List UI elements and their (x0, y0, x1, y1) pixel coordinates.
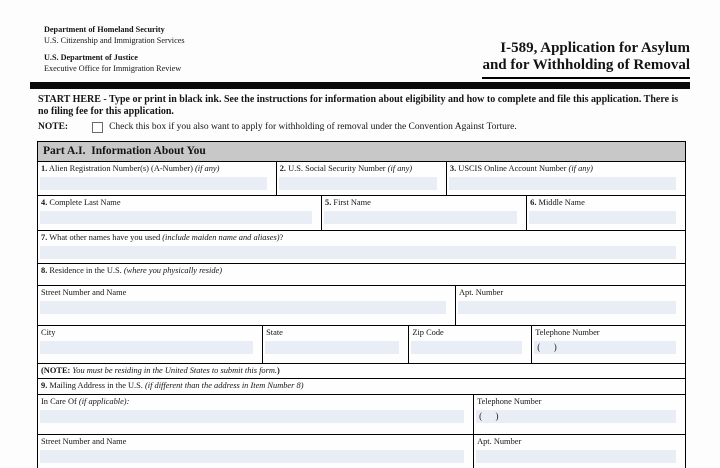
note-text: Check this box if you also want to apply for withholding of removal under the Convention Against Torture. (109, 122, 517, 132)
form-title-line1: I-589, Application for Asylum (500, 40, 690, 56)
state-field (263, 326, 409, 363)
residence-apt-input[interactable] (458, 301, 676, 314)
zip-input[interactable] (411, 341, 522, 354)
in-care-of-field (38, 395, 474, 434)
cat-withholding-checkbox[interactable] (92, 122, 103, 133)
first-name-label: 5. First Name (325, 198, 371, 207)
residence-phone-label: Telephone Number (535, 328, 600, 337)
agency-doj (44, 53, 185, 74)
row-mailing-street (38, 435, 685, 468)
residence-apt-field (456, 286, 685, 325)
mailing-street-input[interactable] (40, 450, 464, 463)
row-item-8 (38, 264, 685, 286)
other-names-field (38, 231, 685, 263)
mailing-street-label: Street Number and Name (41, 437, 127, 446)
residence-note: (NOTE: You must be residing in the United States to submit this form.) (41, 366, 280, 375)
mailing-phone-input[interactable]: ( ) (476, 410, 676, 423)
title-column (482, 40, 690, 79)
mailing-street-field (38, 435, 474, 468)
mailing-apt-input[interactable] (476, 450, 676, 463)
page-content (30, 25, 690, 468)
row-in-care-of (38, 395, 685, 435)
last-name-field (38, 196, 322, 230)
doj-subtitle: Executive Office for Immigration Review (44, 63, 182, 73)
residence-street-input[interactable] (40, 301, 446, 314)
residence-phone-input[interactable]: ( ) (534, 341, 676, 354)
city-field (38, 326, 263, 363)
dhs-subtitle: U.S. Citizenship and Immigration Services (44, 35, 185, 45)
ssn-input[interactable] (279, 177, 437, 190)
agency-block (30, 25, 185, 74)
zip-field (409, 326, 532, 363)
other-names-input[interactable] (40, 246, 676, 259)
doj-name: U.S. Department of Justice (44, 53, 138, 62)
header-divider-bar (30, 82, 690, 89)
first-name-field (322, 196, 527, 230)
row-residence-note (38, 364, 685, 379)
row-items-1-3 (38, 162, 685, 196)
start-here-text: START HERE - Type or print in black ink. See the instructions for information about eligibility and how to complete and file this application. There is no filing fee for this application. (38, 94, 679, 117)
first-name-input[interactable] (324, 211, 517, 224)
middle-name-field (527, 196, 685, 230)
mailing-section-label: 9. Mailing Address in the U.S. (if different than the address in Item Number 8) (41, 381, 304, 390)
last-name-label: 4. Complete Last Name (41, 198, 121, 207)
mailing-apt-field (474, 435, 685, 468)
in-care-of-input[interactable] (40, 410, 464, 423)
city-label: City (41, 328, 56, 337)
form-title-line2: and for Withholding of Removal (482, 57, 690, 73)
residence-apt-label: Apt. Number (458, 288, 504, 297)
alien-number-label: 1. Alien Registration Number(s) (A-Number) (if any) (41, 164, 220, 173)
dhs-name: Department of Homeland Security (44, 25, 165, 34)
uscis-account-field (447, 162, 685, 195)
last-name-input[interactable] (40, 211, 312, 224)
alien-number-input[interactable] (40, 177, 267, 190)
residence-section-label: 8. Residence in the U.S. (where you physically reside) (41, 266, 223, 275)
zip-label: Zip Code (412, 328, 444, 337)
form-title (482, 40, 690, 79)
uscis-account-label: 3. USCIS Online Account Number (if any) (449, 164, 593, 173)
row-items-4-6 (38, 196, 685, 231)
note-label: NOTE: (38, 122, 69, 132)
uscis-account-input[interactable] (449, 177, 676, 190)
ssn-label: 2. U.S. Social Security Number (if any) (279, 164, 413, 173)
row-residence-street (38, 286, 685, 326)
alien-number-field (38, 162, 277, 195)
row-item-9 (38, 379, 685, 395)
city-input[interactable] (40, 341, 253, 354)
ssn-field (277, 162, 447, 195)
middle-name-input[interactable] (529, 211, 676, 224)
residence-phone-field (532, 326, 685, 363)
mailing-apt-label: Apt. Number (477, 437, 522, 446)
cat-note-row (38, 121, 690, 133)
mailing-phone-label: Telephone Number (477, 397, 542, 406)
part-a1-header: Part A.I. Information About You (38, 142, 685, 162)
middle-name-label: 6. Middle Name (530, 198, 585, 207)
residence-street-label: Street Number and Name (41, 288, 127, 297)
row-item-7 (38, 231, 685, 264)
state-label: State (266, 328, 283, 337)
row-residence-city (38, 326, 685, 364)
in-care-of-label: In Care Of (if applicable): (41, 397, 130, 406)
form-header (30, 25, 690, 79)
mailing-phone-field (474, 395, 685, 434)
state-input[interactable] (265, 341, 399, 354)
agency-dhs (44, 25, 185, 46)
other-names-label: 7. What other names have you used (include maiden name and aliases)? (41, 233, 284, 242)
part-a1-section (37, 141, 686, 468)
residence-street-field (38, 286, 456, 325)
